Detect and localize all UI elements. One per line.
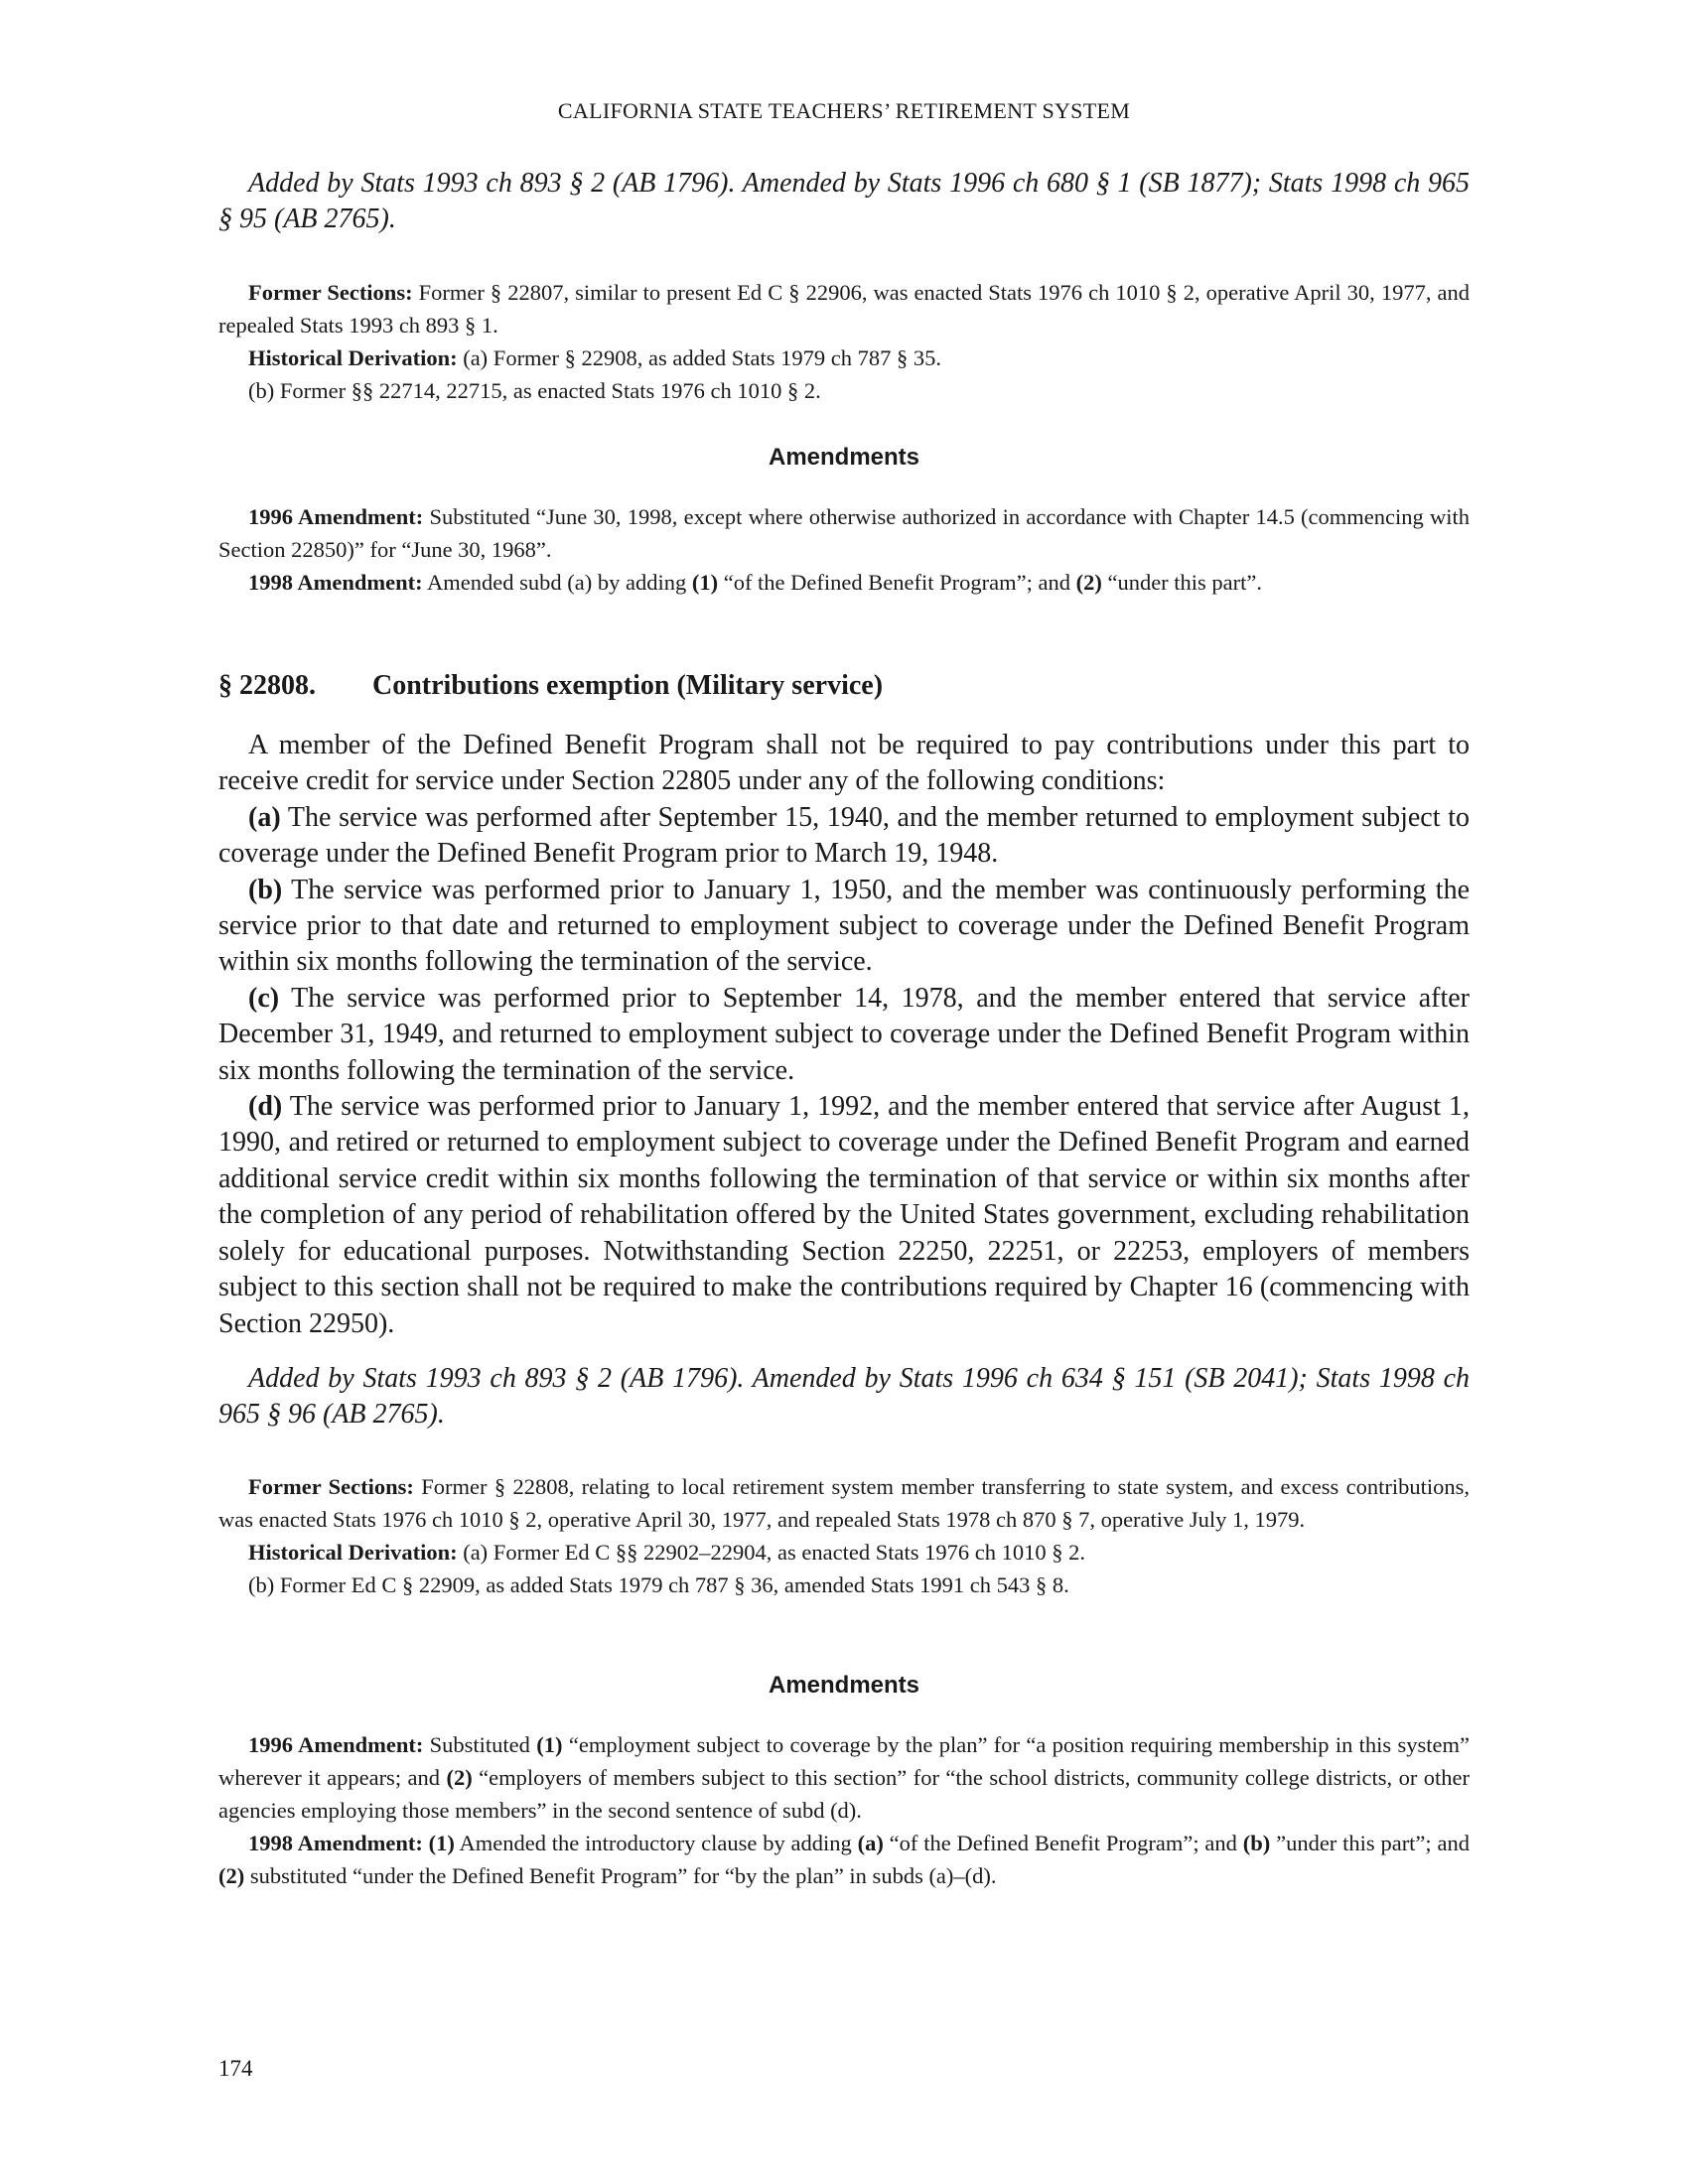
subdivision-text: The service was performed prior to January 1, 1950, and the member was continuously performing the service prior to that date and returned to employment subject to coverage under the Defined Benefit Program within six months following the termination of the service. xyxy=(218,874,1470,978)
history-note-text: Added by Stats 1993 ch 893 § 2 (AB 1796). Amended by Stats 1996 ch 634 § 151 (SB 2041); Stats 1998 ch 965 § 96 (AB 2765). xyxy=(218,1363,1470,1430)
item-number: (b) xyxy=(1242,1831,1271,1855)
amendment-text: ”under this part”; and xyxy=(1270,1831,1470,1855)
former-sections-text: Former § 22808, relating to local retirement system member transferring to state system, and excess contributions, was enacted Stats 1976 ch 1010 § 2, operative April 30, 1977, and repealed Stats 1978 ch 870 § 7, operative July 1, 1979. xyxy=(218,1474,1470,1532)
history-note xyxy=(218,166,1470,237)
section-title: Contributions exemption (Military service) xyxy=(372,670,884,701)
item-number: (1) xyxy=(428,1831,455,1855)
amendment-text: substituted “under the Defined Benefit Program” for “by the plan” in subds (a)–(d). xyxy=(244,1863,997,1888)
subdivision-label: (b) xyxy=(248,874,283,905)
former-sections-text: Former § 22807, similar to present Ed C § 22906, was enacted Stats 1976 ch 1010 § 2, operative April 30, 1977, and repealed Stats 1993 ch 893 § 1. xyxy=(218,280,1470,338)
item-number: (2) xyxy=(218,1863,245,1888)
subdivision-a xyxy=(218,800,1470,873)
historical-derivation-note xyxy=(218,1536,1470,1569)
amendment-text: Substituted xyxy=(423,1732,537,1757)
subdivision-d xyxy=(218,1089,1470,1342)
amendments-block xyxy=(218,1728,1470,1892)
former-sections-label: Former Sections: xyxy=(248,1474,414,1499)
subdivision-label: (d) xyxy=(248,1091,283,1123)
amendment-1996 xyxy=(218,500,1470,566)
section-intro: A member of the Defined Benefit Program shall not be required to pay contributions under this part to receive credit for service under Section 22805 under any of the following conditions: xyxy=(218,730,1470,797)
amendment-1998-label: 1998 Amendment: xyxy=(248,1831,423,1855)
subdivision-c xyxy=(218,981,1470,1089)
historical-derivation-label: Historical Derivation: xyxy=(248,1540,458,1565)
notes-block xyxy=(218,276,1470,407)
item-number: (1) xyxy=(536,1732,563,1757)
amendment-1996-label: 1996 Amendment: xyxy=(248,1732,424,1757)
running-head: CALIFORNIA STATE TEACHERS’ RETIREMENT SYSTEM xyxy=(557,98,1131,123)
former-sections-note xyxy=(218,1470,1470,1536)
item-number: (a) xyxy=(857,1831,884,1855)
amendments-block xyxy=(218,500,1470,599)
item-number: (2) xyxy=(446,1765,473,1790)
section-body xyxy=(218,728,1470,1342)
subdivision-text: The service was performed prior to September 14, 1978, and the member entered that service after December 31, 1949, and returned to employment subject to coverage under the Defined Benefit Program within six months following the termination of the service. xyxy=(218,982,1470,1086)
amendment-1998 xyxy=(218,1827,1470,1892)
amendments-heading: Amendments xyxy=(768,444,920,471)
former-sections-note xyxy=(218,276,1470,341)
historical-derivation-label: Historical Derivation: xyxy=(248,345,458,370)
historical-derivation-a: (a) Former § 22908, as added Stats 1979 ch 787 § 35. xyxy=(457,345,941,370)
subdivision-text: The service was performed prior to January 1, 1992, and the member entered that service after August 1, 1990, and retired or returned to employment subject to coverage under the Defined Benefit Program and earned additional service credit within six months following the termination of that service or within six months after the completion of any period of rehabilitation offered by the United States government, excluding rehabilitation solely for educational purposes. Notwithstanding Section 22250, 22251, or 22253, employers of members subject to this section shall not be required to make the contributions required by Chapter 16 (commencing with Section 22950). xyxy=(218,1091,1470,1339)
amendment-1996-text: Substituted “June 30, 1998, except where otherwise authorized in accordance with Chapter 14.5 (commencing with Section 22850)” for “June 30, 1968”. xyxy=(218,504,1470,562)
historical-derivation-note xyxy=(218,341,1470,374)
amendment-1996-label: 1996 Amendment: xyxy=(248,504,424,529)
subdivision-b xyxy=(218,873,1470,981)
history-note xyxy=(218,1361,1470,1433)
former-sections-label: Former Sections: xyxy=(248,280,413,305)
amendment-text: “employers of members subject to this section” for “the school districts, community college districts, or other agencies employing those members” in the second sentence of subd (d). xyxy=(218,1765,1470,1823)
subdivision-label: (c) xyxy=(248,982,280,1014)
notes-block xyxy=(218,1470,1470,1601)
item-number: (1) xyxy=(691,570,719,595)
historical-derivation-b: (b) Former Ed C § 22909, as added Stats 1979 ch 787 § 36, amended Stats 1991 ch 543 § 8. xyxy=(248,1572,1069,1597)
amendment-1998-label: 1998 Amendment: xyxy=(248,570,423,595)
historical-derivation-b: (b) Former §§ 22714, 22715, as enacted Stats 1976 ch 1010 § 2. xyxy=(248,378,821,403)
amendment-text: Amended subd (a) by adding xyxy=(422,570,692,595)
item-number: (2) xyxy=(1075,570,1102,595)
amendment-text: “employment subject to coverage by the plan” for “a position requiring membership in this system” wherever it appears; and xyxy=(218,1732,1471,1790)
section-number: § 22808. xyxy=(218,670,316,701)
amendment-text: Amended the introductory clause by adding xyxy=(454,1831,858,1855)
amendment-1996 xyxy=(218,1728,1470,1827)
amendment-text: “under this part”. xyxy=(1101,570,1263,595)
amendment-text: “of the Defined Benefit Program”; and xyxy=(883,1831,1243,1855)
page-number: 174 xyxy=(218,2056,253,2081)
subdivision-text: The service was performed after September 15, 1940, and the member returned to employment subject to coverage under the Defined Benefit Program prior to March 19, 1948. xyxy=(218,801,1470,870)
historical-derivation-a: (a) Former Ed C §§ 22902–22904, as enacted Stats 1976 ch 1010 § 2. xyxy=(457,1540,1085,1565)
history-note-text: Added by Stats 1993 ch 893 § 2 (AB 1796). Amended by Stats 1996 ch 680 § 1 (SB 1877); Stats 1998 ch 965 § 95 (AB 2765). xyxy=(218,168,1470,234)
amendments-heading: Amendments xyxy=(768,1672,920,1699)
subdivision-label: (a) xyxy=(248,801,281,833)
section-heading xyxy=(218,670,883,702)
amendment-text: “of the Defined Benefit Program”; and xyxy=(718,570,1076,595)
amendment-1998 xyxy=(218,566,1470,599)
